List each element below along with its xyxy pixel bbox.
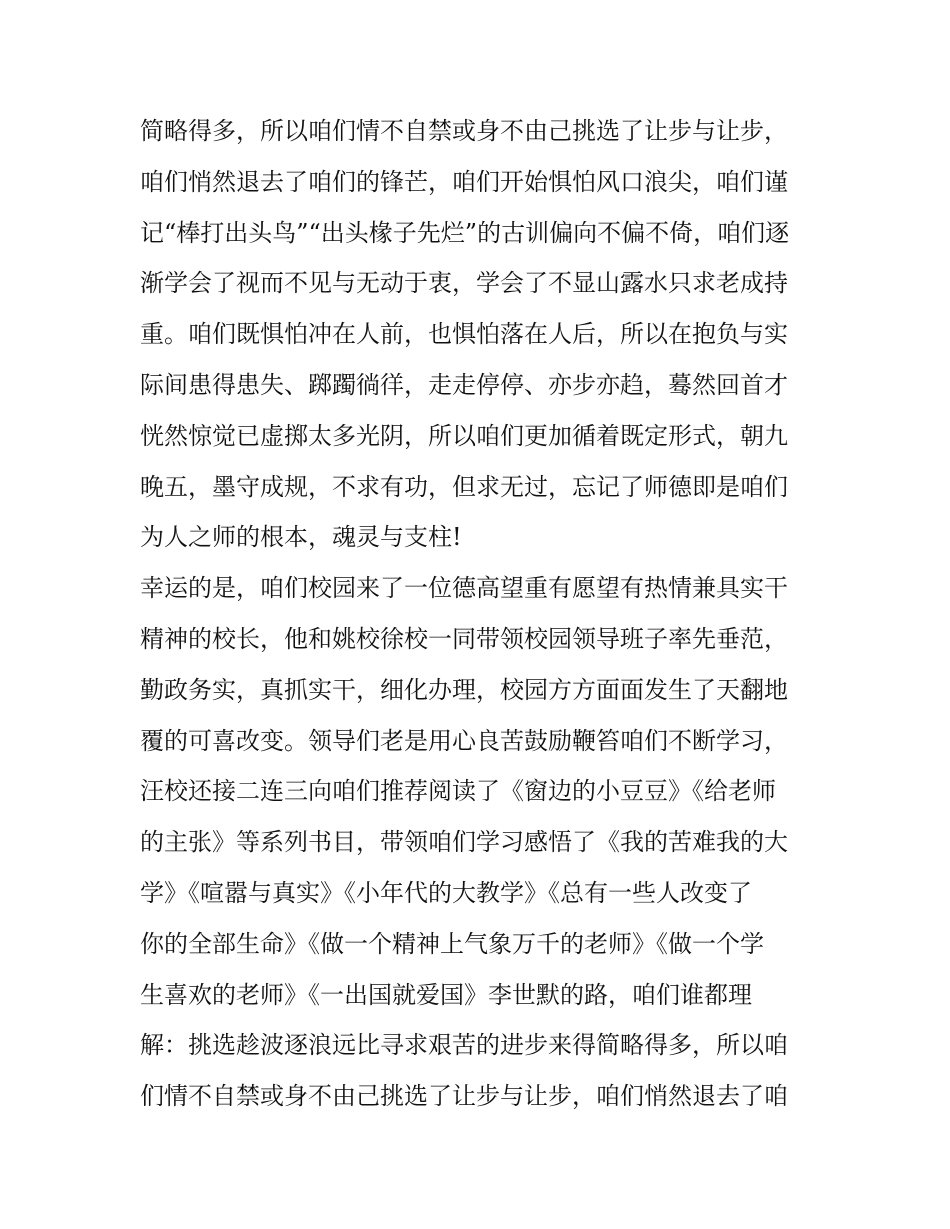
text-line-11: 精神的校长，他和姚校徐校一同带领校园领导班子率先垂范， <box>140 624 788 653</box>
text-line-13: 覆的可喜改变。领导们老是用心良苦鼓励鞭笞咱们不断学习， <box>140 726 788 755</box>
text-line-20: 们情不自禁或身不由己挑选了让步与让步，咱们悄然退去了咱 <box>140 1082 788 1111</box>
text-line-7: 恍然惊觉已虚掷太多光阴，所以咱们更加循着既定形式，朝九 <box>140 421 788 450</box>
text-line-3: 记“棒打出头鸟”“出头椽子先烂”的古训偏向不偏不倚，咱们逐 <box>140 218 790 247</box>
body-text <box>140 106 820 1122</box>
text-line-9: 为人之师的根本，魂灵与支柱! <box>140 523 462 552</box>
text-line-8: 晚五，墨守成规，不求有功，但求无过，忘记了师德即是咱们 <box>140 472 788 501</box>
text-line-15: 的主张》等系列书目，带领咱们学习感悟了《我的苦难我的大 <box>140 828 788 857</box>
text-line-17: 你的全部生命》《做一个精神上气象万千的老师》《做一个学 <box>140 929 764 958</box>
text-line-10: 幸运的是，咱们校园来了一位德高望重有愿望有热情兼具实干 <box>140 574 788 603</box>
text-line-19: 解：挑选趁波逐浪远比寻求艰苦的进步来得简略得多，所以咱 <box>140 1031 788 1060</box>
text-line-12: 勤政务实，真抓实干，细化办理，校园方方面面发生了天翻地 <box>140 675 788 704</box>
text-line-16: 学》《喧嚣与真实》《小年代的大教学》《总有一些人改变了 <box>140 878 752 907</box>
text-line-6: 际间患得患失、踯躅徜徉，走走停停、亦步亦趋，蓦然回首才 <box>140 370 788 399</box>
text-line-1: 简略得多，所以咱们情不自禁或身不由己挑选了让步与让步， <box>140 117 788 145</box>
text-line-18: 生喜欢的老师》《一出国就爱国》李世默的路，咱们谁都理 <box>140 980 752 1009</box>
text-line-2: 咱们悄然退去了咱们的锋芒，咱们开始惧怕风口浪尖，咱们谨 <box>140 167 788 196</box>
text-line-4: 渐学会了视而不见与无动于衷，学会了不显山露水只求老成持 <box>140 269 788 298</box>
text-line-14: 汪校还接二连三向咱们推荐阅读了《窗边的小豆豆》《给老师 <box>140 777 776 806</box>
text-line-5: 重。咱们既惧怕冲在人前，也惧怕落在人后，所以在抱负与实 <box>140 320 788 349</box>
